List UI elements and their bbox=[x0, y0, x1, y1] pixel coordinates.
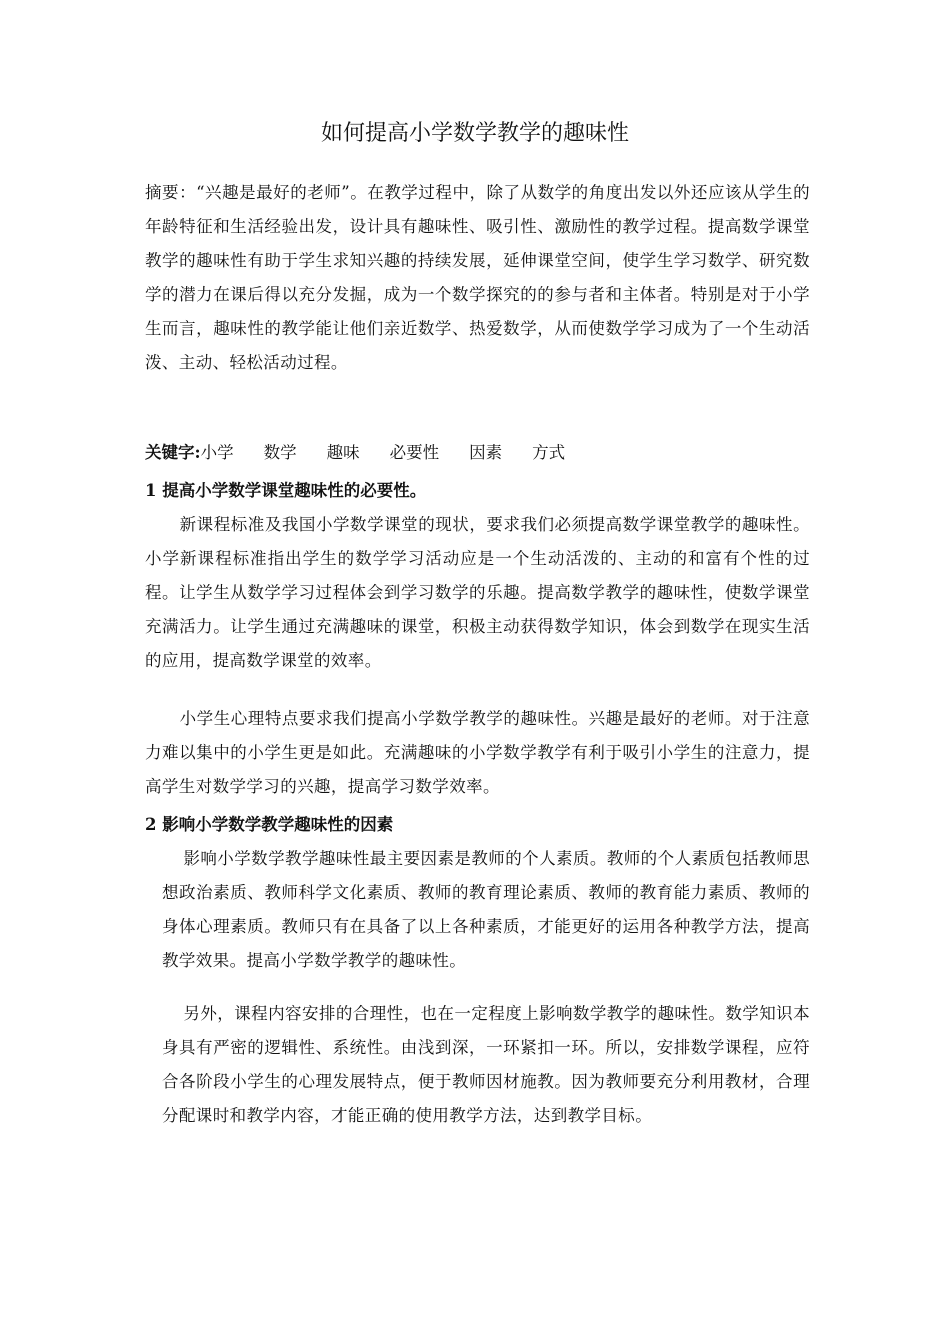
page-title: 如何提高小学数学教学的趣味性 bbox=[320, 120, 629, 146]
abstract-paragraph: 摘要：“兴趣是最好的老师”。在教学过程中，除了从数学的角度出发以外还应该从学生的年龄特征和生活经验出发，设计具有趣味性、吸引性、激励性的教学过程。提高数学课堂教学的趣味性有助于学生求知兴趣的持续发展，延伸课堂空间，使学生学习数学、研究数学的潜力在课后得以充分发掘，成为一个数学探究的的参与者和主体者。特别是对于小学生而言，趣味性的教学能让他们亲近数学、热爱数学，从而使数学学习成为了一个生动活泼、主动、轻松活动过程。 bbox=[145, 183, 810, 372]
keywords-label: 关键字: bbox=[145, 443, 201, 462]
section-1-paragraph-2: 小学生心理特点要求我们提高小学数学教学的趣味性。兴趣是最好的老师。对于注意力难以集中的小学生更是如此。充满趣味的小学数学教学有利于吸引小学生的注意力，提高学生对数学学习的兴趣，提高学习数学效率。 bbox=[145, 709, 810, 796]
section-2-paragraph-2: 另外，课程内容安排的合理性，也在一定程度上影响数学教学的趣味性。数学知识本身具有严密的逻辑性、系统性。由浅到深，一环紧扣一环。所以，安排数学课程，应符合各阶段小学生的心理发展特点，便于教师因材施教。因为教师要充分利用教材，合理分配课时和教学内容，才能正确的使用教学方法，达到教学目标。 bbox=[162, 1004, 810, 1125]
section-2-paragraph-1: 影响小学数学教学趣味性最主要因素是教师的个人素质。教师的个人素质包括教师思想政治素质、教师科学文化素质、教师的教育理论素质、教师的教育能力素质、教师的身体心理素质。教师只有在具备了以上各种素质，才能更好的运用各种教学方法，提高教学效果。提高小学数学教学的趣味性。 bbox=[162, 849, 810, 970]
keyword-item: 必要性 bbox=[389, 443, 440, 462]
section-1-paragraph-1: 新课程标准及我国小学数学课堂的现状，要求我们必须提高数学课堂教学的趣味性。小学新课程标准指出学生的数学学习活动应是一个生动活泼的、主动的和富有个性的过程。让学生从数学学习过程体会到学习数学的乐趣。提高数学教学的趣味性，使数学课堂充满活力。让学生通过充满趣味的课堂，积极主动获得数学知识，体会到数学在现实生活的应用，提高数学课堂的效率。 bbox=[145, 515, 810, 670]
keyword-item: 方式 bbox=[532, 443, 566, 462]
section-heading-2: 2 影响小学数学教学趣味性的因素 bbox=[145, 815, 394, 834]
section-heading-1: 1 提高小学数学课堂趣味性的必要性。 bbox=[145, 481, 427, 500]
keyword-item: 小学 bbox=[200, 443, 234, 462]
keyword-item: 因素 bbox=[469, 443, 503, 462]
keywords-line bbox=[145, 436, 810, 470]
keyword-item: 数学 bbox=[263, 443, 297, 462]
keyword-item: 趣味 bbox=[326, 443, 360, 462]
